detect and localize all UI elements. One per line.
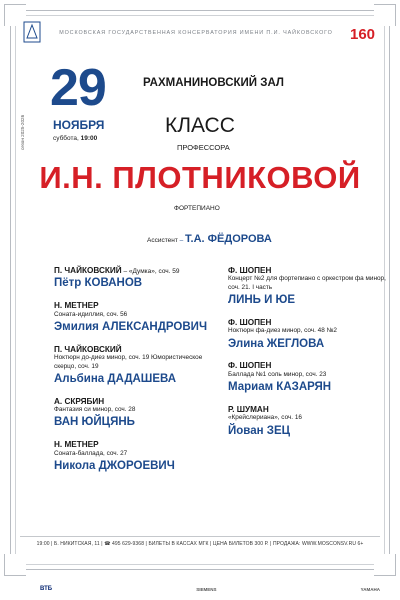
program-item: [228, 266, 388, 308]
weekday: суббота,: [53, 135, 79, 142]
composer-text: Н. МЕТНЕР: [54, 440, 99, 450]
performer-name: Йован ЗЕЦ: [228, 424, 291, 437]
date-day: 29: [50, 59, 106, 117]
composer-text: П. ЧАЙКОВСКИЙ: [54, 266, 122, 275]
composer-text: Ф. ШОПЕН: [228, 266, 272, 275]
composer-name: [54, 440, 214, 449]
composer-text: А. СКРЯБИН: [54, 396, 105, 406]
performer-name: ВАН ЮЙЦЯНЬ: [54, 416, 135, 429]
performer-name: Мариам КАЗАРЯН: [228, 381, 332, 394]
program-item: [54, 266, 214, 291]
frame-corner-ornament: [4, 554, 26, 576]
ticket-info: 19:00 | Б. НИКИТСКАЯ, 11 | ☎ 495 629-9368 | БИЛЕТЫ В КАССАХ МГК | ЦЕНА БИЛЕТОВ 300 Р. | ПРОДАЖА: WWW.MOSCONSV.RU 6+: [36, 541, 364, 547]
performer-name: ЛИНЬ И ЮЕ: [228, 294, 296, 307]
hall-name: РАХМАНИНОВСКИЙ ЗАЛ: [143, 77, 284, 89]
work-title: Соната-идиллия, соч. 56: [54, 310, 128, 318]
work-title: «Крейслериана», соч. 16: [228, 414, 302, 422]
program-item: [228, 318, 388, 352]
sponsor-logo: YAMAHA: [360, 586, 380, 592]
assistant-line: [147, 233, 272, 245]
instrument-label: ФОРТЕПИАНО: [174, 205, 220, 212]
season-label: сезон 2025-2026: [20, 114, 25, 150]
composer-name: [228, 405, 388, 414]
program-item: [54, 440, 214, 474]
program-column-left: [54, 266, 214, 484]
work-title: Соната-баллада, соч. 27: [54, 449, 128, 457]
performer-name: Эмилия АЛЕКСАНДРОВИЧ: [54, 321, 208, 334]
composer-name: [54, 397, 214, 406]
performer-name: Альбина ДАДАШЕВА: [54, 372, 177, 385]
composer-name: [228, 266, 388, 275]
class-heading: КЛАСС: [165, 114, 235, 137]
work-title: Ноктюрн до-диез минор, соч. 19 Юмористическое скерцо, соч. 19: [54, 354, 203, 370]
sponsor-logos: [40, 582, 380, 596]
work-title: Фантазия си минор, соч. 28: [54, 406, 136, 414]
anniversary-logo-icon: [348, 22, 378, 44]
composer-name: [228, 361, 388, 370]
sponsor-logo: ВТБ: [40, 586, 53, 592]
composer-name: [228, 318, 388, 327]
composer-text: Н. МЕТНЕР: [54, 301, 99, 311]
composer-name: [54, 345, 214, 354]
program-item: [54, 345, 214, 387]
professor-label: ПРОФЕССОРА: [177, 143, 230, 152]
date-month: НОЯБРЯ: [53, 118, 105, 132]
footer-divider: [20, 536, 380, 537]
program-item: [54, 301, 214, 335]
assistant-name: Т.А. ФЁДОРОВА: [185, 233, 272, 245]
performer-name: Пётр КОВАНОВ: [54, 277, 143, 290]
program-column-right: [228, 266, 388, 449]
conservatory-title: МОСКОВСКАЯ ГОСУДАРСТВЕННАЯ КОНСЕРВАТОРИЯ ИМЕНИ П.И. ЧАЙКОВСКОГО: [59, 30, 333, 36]
work-title: Баллада №1 соль минор, соч. 23: [228, 370, 327, 378]
date-weekday-time: [53, 135, 97, 142]
performer-name: Элина ЖЕГЛОВА: [228, 337, 325, 350]
composer-text: П. ЧАЙКОВСКИЙ: [54, 344, 122, 354]
program-item: [228, 361, 388, 395]
program-item: [228, 405, 388, 439]
conservatory-emblem-icon: [22, 20, 42, 46]
sponsor-logo: SIEMENS: [196, 586, 217, 592]
frame-corner-ornament: [374, 554, 396, 576]
professor-name: И.Н. ПЛОТНИКОВОЙ: [39, 160, 361, 195]
composer-text: Р. ШУМАН: [228, 404, 269, 414]
start-time: 19:00: [80, 135, 98, 142]
composer-text: Ф. ШОПЕН: [228, 361, 272, 371]
work-title: Концерт №2 для фортепиано с оркестром фа минор, соч. 21. I часть: [228, 275, 386, 291]
assistant-label: Ассистент: [147, 237, 178, 244]
assistant-dash: –: [177, 237, 186, 244]
program-item: [54, 397, 214, 431]
composer-name: [54, 266, 214, 275]
performer-name: Никола ДЖОРОЕВИЧ: [54, 459, 175, 472]
composer-name: [54, 301, 214, 310]
work-title: Ноктюрн фа-диез минор, соч. 48 №2: [228, 327, 337, 335]
anniversary-number: 160: [350, 26, 376, 43]
work-title-inline: – «Думка», соч. 59: [121, 268, 180, 275]
composer-text: Ф. ШОПЕН: [228, 317, 272, 327]
